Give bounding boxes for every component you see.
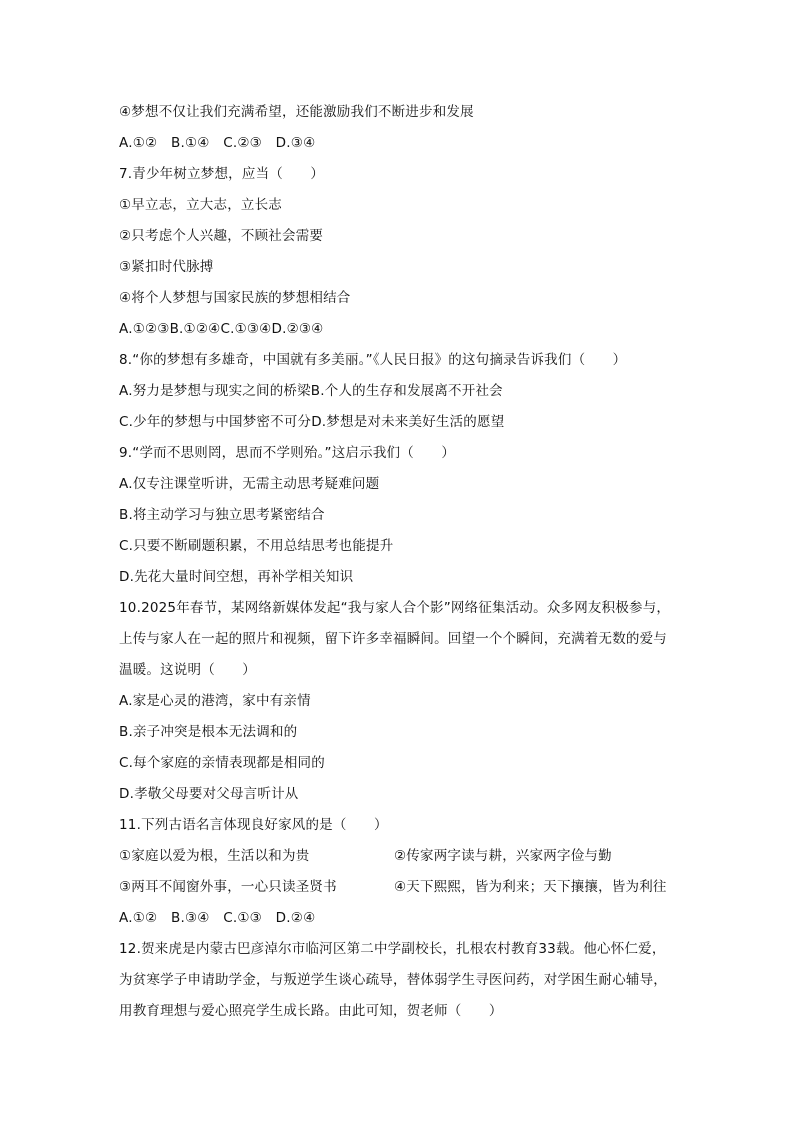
text-line: A.①②③B.①②④C.①③④D.②③④ xyxy=(119,321,324,337)
text-line: B.将主动学习与独立思考紧密结合 xyxy=(119,507,325,523)
text-line: A.①② B.①④ C.②③ D.③④ xyxy=(119,135,316,151)
text-line: ③两耳不闻窗外事，一心只读圣贤书 xyxy=(119,879,337,895)
question-10-stem: 10.2025年春节，某网络新媒体发起“我与家人合个影”网络征集活动。众多网友积极参与， xyxy=(119,600,671,616)
text-line: C.只要不断刷题积累，不用总结思考也能提升 xyxy=(119,538,394,554)
text-line: ④将个人梦想与国家民族的梦想相结合 xyxy=(119,290,351,306)
text-line: B.亲子冲突是根本无法调和的 xyxy=(119,724,298,740)
text-line: D.孝敬父母要对父母言听计从 xyxy=(119,786,299,802)
text-line: C.少年的梦想与中国梦密不可分D.梦想是对未来美好生活的愿望 xyxy=(119,414,505,430)
question-11-stem: 11.下列古语名言体现良好家风的是（ ） xyxy=(119,817,388,833)
question-7-stem: 7.青少年树立梦想，应当（ ） xyxy=(119,166,325,182)
question-12-stem: 12.贺来虎是内蒙古巴彦淖尔市临河区第二中学副校长，扎根农村教育33载。他心怀仁爱， xyxy=(119,941,666,957)
text-line: D.先花大量时间空想，再补学相关知识 xyxy=(119,569,354,585)
question-9-stem: 9.“学而不思则罔，思而不学则殆。”这启示我们（ ） xyxy=(119,445,456,461)
text-line: A.仅专注课堂听讲，无需主动思考疑难问题 xyxy=(119,476,380,492)
text-line: 用教育理想与爱心照亮学生成长路。由此可知，贺老师（ ） xyxy=(119,1003,503,1019)
question-8-stem: 8.“你的梦想有多雄奇，中国就有多美丽。”《人民日报》的这句摘录告诉我们（ ） xyxy=(119,352,627,368)
text-line: ③紧扣时代脉搏 xyxy=(119,259,214,275)
text-line: 上传与家人在一起的照片和视频，留下许多幸福瞬间。回望一个个瞬间，充满着无数的爱与 xyxy=(119,631,667,647)
text-line: ①家庭以爱为根，生活以和为贵 xyxy=(119,848,310,864)
text-line: ②只考虑个人兴趣，不顾社会需要 xyxy=(119,228,324,244)
text-line-col2: ④天下熙熙，皆为利来；天下攘攘，皆为利往 xyxy=(394,879,667,895)
text-line: A.家是心灵的港湾，家中有亲情 xyxy=(119,693,311,709)
text-line: ④梦想不仅让我们充满希望，还能激励我们不断进步和发展 xyxy=(119,104,474,120)
text-line-col2: ②传家两字读与耕，兴家两字俭与勤 xyxy=(394,848,612,864)
text-line: 温暖。这说明（ ） xyxy=(119,662,256,678)
text-line: ①早立志，立大志，立长志 xyxy=(119,197,283,213)
text-line: A.①② B.③④ C.①③ D.②④ xyxy=(119,910,316,926)
text-line: 为贫寒学子申请助学金，与叛逆学生谈心疏导，替体弱学生寻医问药，对学困生耐心辅导， xyxy=(119,972,667,988)
text-line: A.努力是梦想与现实之间的桥梁B.个人的生存和发展离不开社会 xyxy=(119,383,503,399)
text-line: C.每个家庭的亲情表现都是相同的 xyxy=(119,755,325,771)
